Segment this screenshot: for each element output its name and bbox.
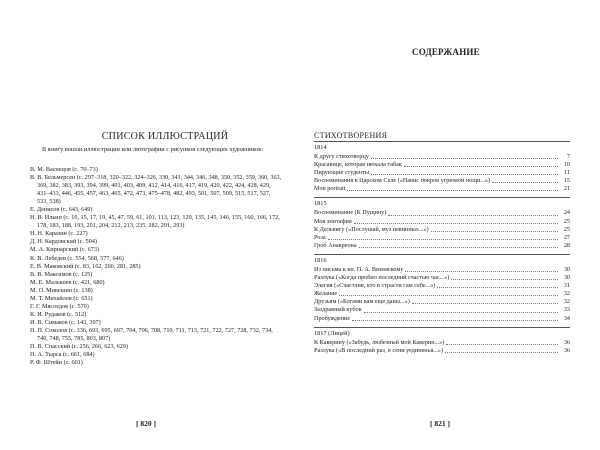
toc-entry[interactable] <box>314 282 570 290</box>
toc-entry[interactable] <box>314 169 570 177</box>
toc-entry-title: Элегия («Счастлив, кто в страсти сам себе...») <box>314 282 436 290</box>
toc-entry[interactable] <box>314 274 570 282</box>
toc-entry[interactable] <box>314 298 570 306</box>
dot-leader <box>352 320 558 321</box>
toc-entry[interactable] <box>314 266 570 274</box>
toc-entry-page: 24 <box>563 209 570 217</box>
toc-entry-page: 34 <box>563 314 570 322</box>
illustrations-list <box>30 166 282 367</box>
illustration-entry: В. М. Васнецов (с. 70–73) <box>30 166 98 173</box>
contents-title: СОДЕРЖАНИЕ <box>412 47 480 57</box>
illustrations-intro: В книгу вошли иллюстрации или литографии с рисунков следующих художников: <box>42 146 263 153</box>
page-number-left: [ 820 ] <box>136 419 156 428</box>
toc-entry[interactable] <box>314 161 570 169</box>
dot-leader <box>359 247 558 248</box>
year-divider <box>314 197 570 198</box>
dot-leader <box>347 190 558 191</box>
toc-entry-title: Красавице, которая нюхала табак <box>314 161 402 169</box>
illustration-entry: М. Е. Малышев (с. 421, 680) <box>30 278 105 286</box>
illustration-entry: Н. Н. Каразин (с. 227) <box>30 230 88 238</box>
year-label: 1816 <box>314 256 327 264</box>
toc-entry-page: 28 <box>563 241 570 249</box>
toc-entry-title: Mon portrait <box>314 185 346 193</box>
toc-entry-page: 25 <box>563 217 570 225</box>
toc-entry-title: Воспоминание (К Пущину) <box>314 209 387 217</box>
toc-entry-page: 27 <box>563 233 570 241</box>
toc-entry-page: 25 <box>563 225 570 233</box>
toc-entry-title: К Каверину («Забудь, любезный мой Каверин...») <box>314 338 445 346</box>
toc-entry[interactable] <box>314 347 570 355</box>
toc-entry-page: 21 <box>563 185 570 193</box>
dot-leader <box>412 303 558 304</box>
dot-leader <box>492 182 558 183</box>
dot-leader <box>404 166 558 167</box>
toc-entry[interactable] <box>314 185 570 193</box>
table-of-contents <box>314 141 570 355</box>
toc-entry-page: 33 <box>563 306 570 314</box>
year-divider <box>314 254 570 255</box>
toc-entry-title: Желание <box>314 290 338 298</box>
toc-entry-page: 10 <box>563 161 570 169</box>
toc-entry-page: 11 <box>564 169 570 177</box>
toc-entry-page: 30 <box>563 274 570 282</box>
dot-leader <box>445 352 558 353</box>
toc-entry-page: 30 <box>563 265 570 273</box>
illustration-entry: В. В. Максимов (с. 125) <box>30 270 93 278</box>
toc-entry-page: 36 <box>563 338 570 346</box>
toc-entry[interactable] <box>314 177 570 185</box>
illustration-entry: В. В. Бельмерсен (с. 297–318, 320–322, 324–326, 330, 341, 344, 346, 348, 350, 352, 359, 360, 363, 369, 382, 383, 393, 394, 399, 401, 403, 409, 412, 414, 416, 417, 419, 420, 422, 424, 428, 429, 431–433, 446, 455, 457, 463, 465, 472, 473, 475–478, 482, 493, 501, 507, 509, 515, 517, 527, 533, 538) <box>30 174 282 206</box>
illustration-entry: Н. П. Соколов (с. 336, 693, 695, 697, 704, 706, 708, 710, 711, 713, 721, 722, 727, 728, 732, 734, 740, 748, 755, 785, 803, 807) <box>30 326 273 342</box>
year-label: 1814 <box>314 144 327 151</box>
toc-entry-page: 15 <box>563 177 570 185</box>
illustration-entry: Н. В. Ильин (с. 10, 15, 17, 19, 45, 47, 59, 61, 101, 113, 123, 129, 135, 145, 146, 155, 160, 166, 172, 178, 183, 188, 193, 201, 204, 212, 213, 235, 282, 291, 293) <box>30 214 280 230</box>
toc-entry-title: Заздравный кубок <box>314 306 362 314</box>
toc-entry[interactable] <box>314 290 570 298</box>
dot-leader <box>364 312 558 313</box>
toc-entry-title: К другу стихотворцу <box>314 153 369 160</box>
illustration-entry: Е. В. Маковский (с. 83, 162, 260, 281, 285) <box>30 262 141 270</box>
page-number-right: [ 821 ] <box>430 419 450 428</box>
toc-entry-title: Разлука («В последний раз, в сени уединенья...») <box>314 346 444 354</box>
dot-leader <box>371 174 558 175</box>
dot-leader <box>405 271 558 272</box>
toc-entry-title: Гроб Анакреона <box>314 241 357 249</box>
toc-entry-title: К Дельвигу («Послушай, муз невинных...») <box>314 225 429 233</box>
toc-entry-page: 7 <box>566 153 570 160</box>
illustration-entry: К. И. Рудаков (с. 512) <box>30 310 87 318</box>
toc-entry-title: Моя эпитафия <box>314 217 352 225</box>
toc-entry-title: Пирующие студенты <box>314 169 370 177</box>
illustration-entry: Д. Н. Кардовский (с. 504) <box>30 238 97 246</box>
toc-entry[interactable] <box>314 209 570 217</box>
toc-entry[interactable] <box>314 306 570 314</box>
toc-entry-title: Воспоминания в Царском Селе («Навис покров угрюмой нощи...») <box>314 177 491 185</box>
year-divider <box>314 141 570 142</box>
year-label: 1817 (Лицей) <box>314 329 350 337</box>
toc-entry-title: Роза <box>314 233 326 241</box>
toc-entry-page: 32 <box>563 290 570 298</box>
illustration-entry: Н. А. Тырса (с. 661, 684) <box>30 351 95 359</box>
toc-entry[interactable] <box>314 339 570 347</box>
toc-entry-page: 32 <box>563 298 570 306</box>
illustration-entry: К. В. Лебедев (с. 554, 568, 577, 646) <box>30 254 124 262</box>
dot-leader <box>431 231 558 232</box>
toc-entry-title: Пробуждение <box>314 314 351 322</box>
poems-section-heading: СТИХОТВОРЕНИЯ <box>314 131 388 140</box>
illustration-entry: М. А. Кирнарский (с. 673) <box>30 246 100 254</box>
toc-entry[interactable] <box>314 315 570 323</box>
toc-entry[interactable] <box>314 234 570 242</box>
dot-leader <box>339 295 558 296</box>
toc-entry[interactable] <box>314 242 570 250</box>
toc-entry[interactable] <box>314 226 570 234</box>
dot-leader <box>446 344 558 345</box>
toc-entry[interactable] <box>314 153 570 161</box>
illustration-entry: Е. Денисов (с. 643, 649) <box>30 206 93 214</box>
illustration-entry: М. Т. Михайлов (с. 651) <box>30 294 93 302</box>
illustration-entry: П. В. Спасский (с. 256, 266, 623, 629) <box>30 343 129 351</box>
dot-leader <box>437 287 558 288</box>
toc-entry[interactable] <box>314 218 570 226</box>
illustration-entry: Р. Ф. Штейн (с. 601) <box>30 359 83 367</box>
toc-entry-page: 36 <box>563 346 570 354</box>
illustration-entry: Г. Г. Мясоедов (с. 570) <box>30 302 89 310</box>
dot-leader <box>354 223 558 224</box>
toc-entry-title: Разлука («Когда пробил последний счастью час...») <box>314 274 450 282</box>
year-divider <box>314 327 570 328</box>
illustrations-title: СПИСОК ИЛЛЮСТРАЦИЙ <box>101 131 229 142</box>
toc-entry-title: Из письма к кн. П. А. Вяземскому <box>314 265 404 273</box>
dot-leader <box>388 215 558 216</box>
toc-entry-title: Друзьям («Богами вам еще даны...») <box>314 298 410 306</box>
year-label: 1815 <box>314 200 327 208</box>
illustration-entry: И. В. Симаков (с. 143, 397) <box>30 318 101 326</box>
dot-leader <box>371 158 558 159</box>
toc-entry-page: 31 <box>563 282 570 290</box>
dot-leader <box>328 239 558 240</box>
dot-leader <box>451 279 558 280</box>
illustration-entry: М. О. Микешин (с. 138) <box>30 286 93 294</box>
